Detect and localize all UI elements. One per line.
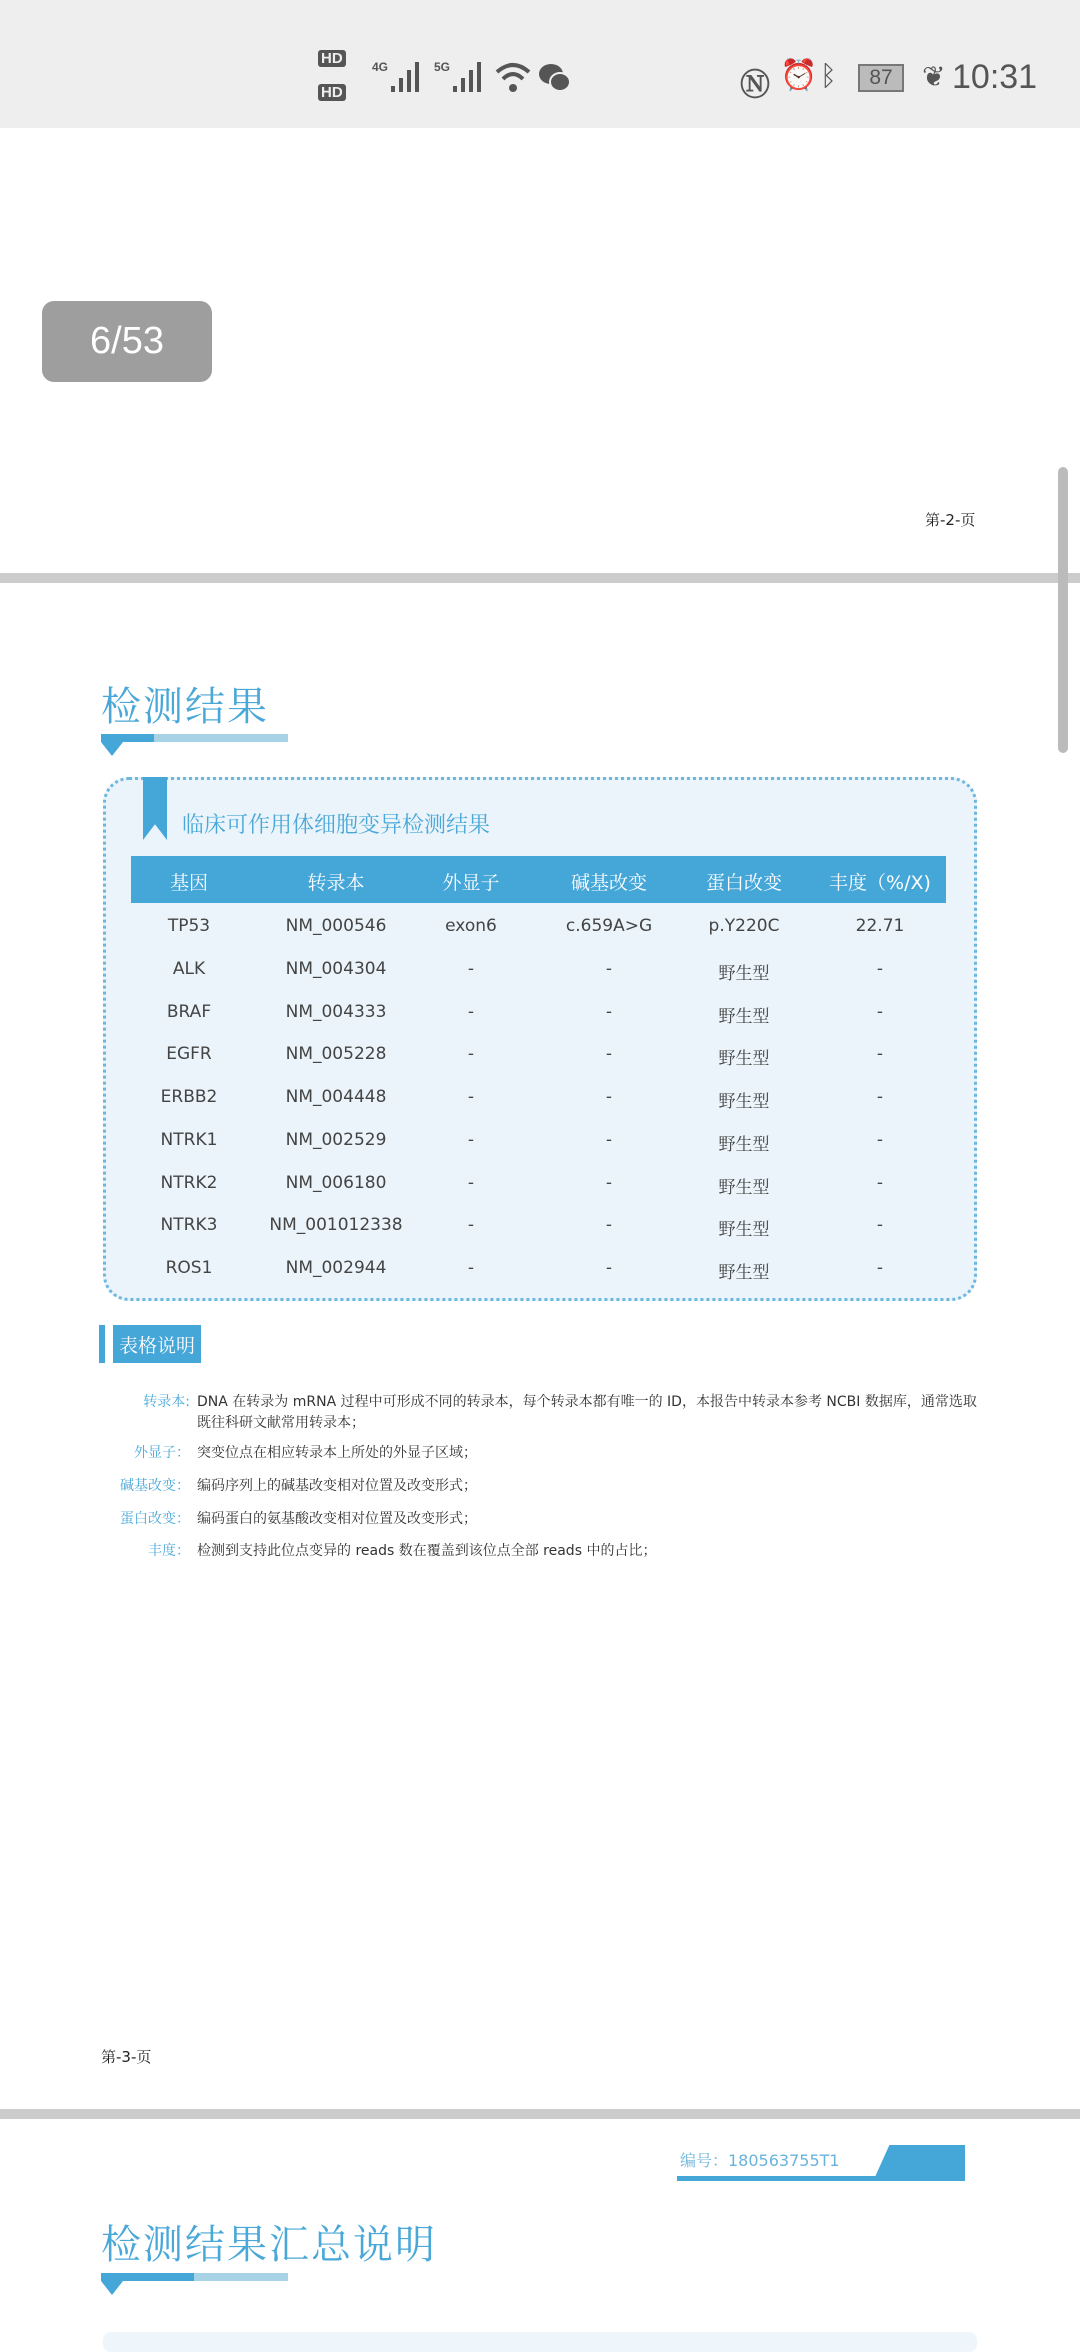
table-cell: 野生型 <box>718 1134 770 1155</box>
report-id-underline <box>677 2176 965 2181</box>
page-number: 第-2-页 <box>925 511 976 529</box>
table-cell: - <box>876 1258 884 1278</box>
table-cell: - <box>876 1087 884 1107</box>
clock: 10:31 <box>952 58 1038 96</box>
table-cell: - <box>876 1044 884 1065</box>
table-cell: NM_006180 <box>285 1172 387 1193</box>
title-underline-light <box>194 2273 288 2281</box>
table-cell: - <box>605 1215 613 1236</box>
hd2-icon: HD <box>318 84 346 101</box>
col-header: 碱基改变 <box>570 872 648 894</box>
table-row <box>0 1085 1080 1127</box>
col-header: 基因 <box>169 872 209 894</box>
table-cell: 野生型 <box>718 1092 770 1112</box>
table-cell: - <box>876 958 884 979</box>
table-cell: - <box>876 1001 884 1022</box>
leaf-icon: ❦ <box>922 61 946 92</box>
table-cell: EGFR <box>166 1044 212 1065</box>
table-cell: - <box>605 1044 613 1065</box>
table-cell: NM_002944 <box>285 1258 387 1278</box>
table-cell: - <box>605 1087 613 1107</box>
signal-icon <box>452 58 488 94</box>
title-underline <box>101 2273 194 2281</box>
table-cell: - <box>467 958 475 979</box>
table-cell: 野生型 <box>718 1006 770 1027</box>
status-bar <box>0 0 1080 128</box>
battery-icon: 87 <box>858 64 904 92</box>
legend-text: 突变位点在相应转录本上所处的外显子区域； <box>197 1445 477 1461</box>
page-number: 第-3-页 <box>101 2048 152 2066</box>
table-row <box>0 957 1080 999</box>
table-cell: - <box>467 1044 475 1065</box>
table-cell: exon6 <box>445 916 497 936</box>
table-cell: c.659A>G <box>565 916 653 936</box>
table-cell: 22.71 <box>855 916 905 936</box>
table-row <box>0 914 1080 956</box>
table-cell: - <box>605 958 613 979</box>
col-header: 蛋白改变 <box>705 872 783 894</box>
table-cell: - <box>876 1215 884 1236</box>
title-underline-light <box>154 734 288 742</box>
table-cell: ERBB2 <box>160 1087 218 1107</box>
table-cell: NM_004448 <box>285 1087 387 1107</box>
legend-text: 编码蛋白的氨基酸改变相对位置及改变形式； <box>197 1511 477 1527</box>
table-row <box>0 1128 1080 1170</box>
tag-accent-bar <box>99 1325 105 1363</box>
table-cell: 野生型 <box>718 1263 770 1283</box>
bluetooth-icon: ᛒ <box>820 60 837 91</box>
signal-icon <box>390 58 426 94</box>
table-cell: NM_000546 <box>285 916 387 936</box>
summary-panel <box>103 2332 977 2352</box>
page-divider <box>0 2109 1080 2119</box>
table-cell: - <box>605 1258 613 1278</box>
table-cell: - <box>605 1129 613 1150</box>
legend-tag: 表格说明 <box>113 1325 201 1363</box>
table-cell: - <box>467 1001 475 1022</box>
report-id-tab <box>875 2145 965 2177</box>
table-row <box>0 1256 1080 1298</box>
legend-label: 转录本: <box>143 1394 190 1410</box>
table-cell: NTRK1 <box>160 1129 218 1150</box>
table-cell: 野生型 <box>718 1177 770 1198</box>
table-cell: - <box>467 1129 475 1150</box>
col-header: 丰度（%/X) <box>829 872 931 894</box>
legend-text: DNA 在转录为 mRNA 过程中可形成不同的转录本，每个转录本都有唯一的 ID，本报告中转录本参考 NCBI 数据库，通常选取既往科研文献常用转录本； <box>197 1394 977 1431</box>
table-row <box>0 1171 1080 1213</box>
table-header <box>131 856 946 903</box>
table-row <box>0 1042 1080 1084</box>
wechat-icon <box>538 62 572 94</box>
title-underline <box>101 734 154 742</box>
page-divider <box>0 573 1080 583</box>
table-cell: - <box>467 1215 475 1236</box>
table-row <box>0 1213 1080 1255</box>
title-pointer <box>101 742 123 756</box>
table-cell: 野生型 <box>718 1049 770 1070</box>
table-cell: NM_005228 <box>285 1044 387 1065</box>
legend-text: 编码序列上的碱基改变相对位置及改变形式； <box>197 1478 477 1494</box>
legend-text: 检测到支持此位点变异的 reads 数在覆盖到该位点全部 reads 中的占比； <box>197 1543 657 1559</box>
table-row <box>0 1000 1080 1042</box>
table-cell: BRAF <box>166 1001 212 1022</box>
table-cell: 野生型 <box>718 963 770 984</box>
page-indicator: 6/53 <box>42 301 212 382</box>
wifi-icon <box>494 60 532 94</box>
table-cell: ROS1 <box>165 1258 213 1278</box>
title-pointer <box>101 2281 123 2295</box>
table-cell: - <box>876 1172 884 1193</box>
table-cell: - <box>605 1172 613 1193</box>
table-cell: NTRK2 <box>160 1172 218 1193</box>
section-title: 检测结果 <box>101 684 269 730</box>
table-cell: TP53 <box>167 916 211 936</box>
legend-label: 碱基改变： <box>120 1478 190 1494</box>
table-cell: NM_004304 <box>285 958 387 979</box>
alarm-icon: ⏰ <box>780 59 818 92</box>
legend-label: 丰度： <box>148 1543 190 1559</box>
section-title: 检测结果汇总说明 <box>101 2222 437 2268</box>
panel-subtitle: 临床可作用体细胞变异检测结果 <box>182 813 491 838</box>
table-cell: - <box>876 1129 884 1150</box>
table-cell: NM_004333 <box>285 1001 387 1022</box>
table-cell: 野生型 <box>718 1220 770 1241</box>
report-id: 编号：180563755T1 <box>680 2151 840 2170</box>
table-cell: ALK <box>172 958 206 979</box>
table-cell: - <box>467 1258 475 1278</box>
nfc-icon: Ⓝ <box>740 69 770 102</box>
table-cell: NM_001012338 <box>269 1215 403 1236</box>
4g-label: 4G <box>372 60 389 74</box>
legend-label: 外显子： <box>134 1445 190 1461</box>
table-cell: - <box>467 1172 475 1193</box>
5g-label: 5G <box>434 60 451 74</box>
table-cell: - <box>605 1001 613 1022</box>
table-cell: NTRK3 <box>160 1215 218 1236</box>
table-cell: NM_002529 <box>285 1129 387 1150</box>
hd1-icon: HD <box>318 50 346 67</box>
table-cell: - <box>467 1087 475 1107</box>
scrollbar[interactable] <box>1058 467 1068 753</box>
table-cell: p.Y220C <box>708 916 780 936</box>
legend-label: 蛋白改变： <box>120 1511 190 1527</box>
col-header: 转录本 <box>307 872 365 894</box>
col-header: 外显子 <box>442 872 500 894</box>
